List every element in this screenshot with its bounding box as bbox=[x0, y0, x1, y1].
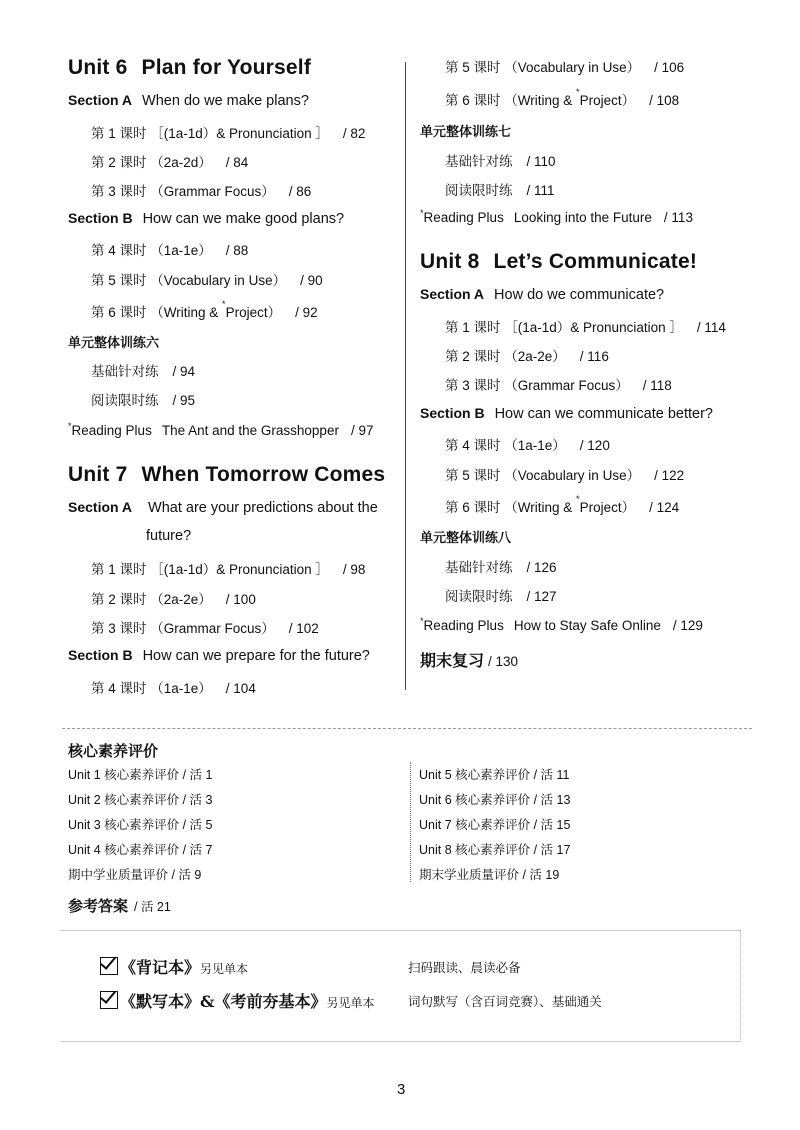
toc-entry[interactable] bbox=[91, 617, 319, 637]
toc-entry[interactable] bbox=[91, 151, 248, 171]
unit6-title bbox=[68, 56, 311, 80]
star-mark: * bbox=[576, 87, 580, 97]
toc-entry-page: / 90 bbox=[300, 273, 323, 288]
toc-entry-page: / 130 bbox=[488, 654, 519, 669]
evaluation-item[interactable]: Unit 8 核心素养评价 / 活 17 bbox=[419, 843, 571, 857]
unit6-section-b bbox=[68, 210, 344, 227]
toc-entry-page: / 84 bbox=[225, 155, 249, 170]
toc-entry[interactable] bbox=[445, 464, 684, 484]
toc-entry-label: 阅读限时练 bbox=[445, 589, 513, 604]
section-question: How do we communicate? bbox=[494, 287, 665, 303]
toc-entry-page: / 102 bbox=[288, 621, 319, 636]
unit7-practice-block: 单元整体训练七 bbox=[420, 124, 512, 139]
reading-plus-title: Looking into the Future bbox=[513, 210, 652, 225]
toc-entry-label: 第 5 课时 （Vocabulary in Use） bbox=[91, 273, 287, 288]
final-review-entry[interactable] bbox=[420, 648, 518, 671]
toc-entry[interactable] bbox=[445, 345, 609, 365]
unit6-reading-plus[interactable] bbox=[68, 423, 373, 438]
toc-entry[interactable] bbox=[445, 556, 557, 576]
toc-entry-label: 第 6 课时 （Writing & bbox=[91, 305, 219, 320]
toc-entry-label: 第 4 课时 （1a-1e） bbox=[91, 243, 212, 258]
toc-entry[interactable] bbox=[91, 180, 311, 200]
toc-entry-label: 第 6 课时 （Writing & bbox=[445, 93, 573, 108]
unit8-practice-block: 单元整体训练八 bbox=[420, 530, 512, 545]
unit7-section-b bbox=[68, 647, 370, 664]
supplement-book: 《背记本》 bbox=[120, 958, 201, 977]
supplement-box bbox=[60, 930, 741, 1042]
toc-entry-page: / 82 bbox=[342, 126, 366, 141]
toc-entry-page: / 122 bbox=[654, 468, 685, 483]
toc-entry[interactable] bbox=[91, 360, 195, 380]
toc-entry[interactable] bbox=[91, 677, 256, 697]
toc-entry-page: / 111 bbox=[526, 183, 555, 198]
toc-entry-label: 阅读限时练 bbox=[445, 183, 513, 198]
answers-entry[interactable] bbox=[68, 895, 171, 916]
section-question: How can we prepare for the future? bbox=[142, 648, 370, 664]
section-question: What are your predictions about the bbox=[148, 500, 378, 516]
toc-entry[interactable] bbox=[445, 585, 557, 605]
star-mark: * bbox=[420, 616, 424, 626]
toc-entry-label: Project） bbox=[579, 93, 636, 108]
unit6-practice-block: 单元整体训练六 bbox=[68, 335, 160, 350]
toc-entry-label: 第 3 课时 （Grammar Focus） bbox=[91, 184, 275, 199]
toc-entry-label: 第 1 课时 ［(1a-1d）& Pronunciation ］ bbox=[445, 320, 683, 335]
toc-entry[interactable] bbox=[91, 588, 256, 608]
section-label: Section B bbox=[68, 210, 133, 226]
section-label: Section B bbox=[68, 647, 133, 663]
evaluation-item[interactable]: 期中学业质量评价 / 活 9 bbox=[68, 868, 202, 882]
toc-entry-page: / 104 bbox=[225, 681, 256, 696]
unit7-title bbox=[68, 463, 385, 487]
toc-entry-page: / 97 bbox=[350, 423, 374, 438]
toc-entry[interactable] bbox=[91, 239, 248, 259]
toc-entry-label: 基础针对练 bbox=[445, 560, 513, 575]
toc-entry-page: / 120 bbox=[579, 438, 610, 453]
star-mark: * bbox=[68, 421, 72, 431]
toc-entry-label: 第 5 课时 （Vocabulary in Use） bbox=[445, 60, 641, 75]
toc-entry[interactable] bbox=[91, 269, 323, 289]
toc-entry-page: / 106 bbox=[654, 60, 685, 75]
toc-entry-page: / 126 bbox=[526, 560, 557, 575]
supplement-book: 《默写本》&《考前夯基本》 bbox=[120, 992, 327, 1011]
unit6-section-a bbox=[68, 92, 309, 109]
section-question: When do we make plans? bbox=[142, 93, 309, 109]
section-label: Section A bbox=[68, 499, 133, 515]
section-label: Section A bbox=[420, 286, 485, 302]
toc-entry-page: / 127 bbox=[526, 589, 557, 604]
toc-entry-page: / 92 bbox=[295, 305, 318, 320]
toc-entry-label: 第 3 课时 （Grammar Focus） bbox=[445, 378, 629, 393]
toc-entry[interactable] bbox=[445, 374, 672, 394]
toc-entry-page: / 100 bbox=[225, 592, 256, 607]
toc-entry-page: / 118 bbox=[642, 378, 672, 393]
toc-entry-page: / 124 bbox=[649, 500, 680, 515]
reading-plus-title: How to Stay Safe Online bbox=[513, 618, 661, 633]
toc-entry-label: 第 6 课时 （Writing & bbox=[445, 500, 573, 515]
checkbox-icon bbox=[100, 991, 118, 1009]
checkbox-icon bbox=[100, 957, 118, 975]
toc-entry-page: / 98 bbox=[342, 562, 366, 577]
unit8-section-b bbox=[420, 405, 713, 422]
section-question: How can we communicate better? bbox=[494, 406, 713, 422]
unit8-section-a bbox=[420, 286, 664, 303]
unit6-name: Plan for Yourself bbox=[141, 56, 312, 79]
toc-entry[interactable] bbox=[91, 558, 365, 578]
toc-entry-page: / 110 bbox=[526, 154, 556, 169]
toc-entry[interactable] bbox=[445, 316, 726, 336]
toc-entry-page: / 113 bbox=[663, 210, 693, 225]
toc-entry-page: / 129 bbox=[672, 618, 703, 633]
toc-entry[interactable] bbox=[91, 389, 195, 409]
column-divider bbox=[405, 62, 406, 690]
toc-entry[interactable] bbox=[91, 301, 318, 321]
toc-entry-label: 第 4 课时 （1a-1e） bbox=[445, 438, 566, 453]
reading-plus-label: Reading Plus bbox=[423, 210, 504, 225]
toc-entry-label: 第 4 课时 （1a-1e） bbox=[91, 681, 212, 696]
toc-entry-label: 阅读限时练 bbox=[91, 393, 159, 408]
unit8-title bbox=[420, 250, 697, 274]
toc-entry-label: 第 2 课时 （2a-2e） bbox=[91, 592, 212, 607]
toc-entry-label: 第 2 课时 （2a-2d） bbox=[91, 155, 212, 170]
toc-entry-label: 基础针对练 bbox=[445, 154, 513, 169]
supplement-note bbox=[100, 989, 374, 1012]
toc-entry-page: / 88 bbox=[225, 243, 249, 258]
answers-label: 参考答案 bbox=[68, 898, 129, 915]
unit8-name: Let’s Communicate! bbox=[493, 250, 698, 273]
evaluation-item[interactable]: Unit 4 核心素养评价 / 活 7 bbox=[68, 843, 213, 857]
unit8-number: Unit 8 bbox=[420, 250, 480, 273]
section-label: Section B bbox=[420, 405, 485, 421]
evaluation-item[interactable]: Unit 1 核心素养评价 / 活 1 bbox=[68, 768, 213, 782]
unit6-number: Unit 6 bbox=[68, 56, 128, 79]
toc-entry-label: 第 1 课时 ［(1a-1d）& Pronunciation ］ bbox=[91, 562, 329, 577]
evaluation-title: 核心素养评价 bbox=[68, 743, 159, 760]
toc-entry-label: Project） bbox=[579, 500, 636, 515]
unit7-name: When Tomorrow Comes bbox=[141, 463, 386, 486]
toc-entry-label: 第 2 课时 （2a-2e） bbox=[445, 349, 566, 364]
toc-entry[interactable] bbox=[445, 496, 679, 516]
toc-entry-label: 基础针对练 bbox=[91, 364, 159, 379]
evaluation-item[interactable]: 期末学业质量评价 / 活 19 bbox=[419, 868, 560, 882]
star-mark: * bbox=[222, 299, 226, 309]
toc-entry-page: / 116 bbox=[579, 349, 609, 364]
reading-plus-title: The Ant and the Grasshopper bbox=[161, 423, 339, 438]
toc-entry[interactable] bbox=[445, 89, 679, 109]
toc-entry-label: Project） bbox=[225, 305, 282, 320]
toc-entry[interactable] bbox=[445, 179, 555, 199]
reading-plus-label: Reading Plus bbox=[71, 423, 152, 438]
evaluation-divider bbox=[410, 762, 411, 882]
evaluation-item[interactable]: Unit 7 核心素养评价 / 活 15 bbox=[419, 818, 571, 832]
toc-entry-page: / 114 bbox=[696, 320, 726, 335]
section-label: Section A bbox=[68, 92, 133, 108]
evaluation-item[interactable]: Unit 5 核心素养评价 / 活 11 bbox=[419, 768, 570, 782]
page-number: 3 bbox=[397, 1081, 406, 1098]
toc-entry-page: / 94 bbox=[172, 364, 196, 379]
section-question: How can we make good plans? bbox=[142, 211, 345, 227]
star-mark: * bbox=[576, 494, 580, 504]
toc-entry-label: 第 3 课时 （Grammar Focus） bbox=[91, 621, 275, 636]
star-mark: * bbox=[420, 208, 424, 218]
unit7-reading-plus[interactable] bbox=[420, 210, 693, 225]
evaluation-item[interactable]: Unit 3 核心素养评价 / 活 5 bbox=[68, 818, 213, 832]
supplement-tag: 另见单本 bbox=[326, 996, 375, 1010]
toc-entry-page: / 95 bbox=[172, 393, 196, 408]
unit7-section-a bbox=[68, 499, 378, 516]
reading-plus-label: Reading Plus bbox=[423, 618, 504, 633]
evaluation-item[interactable]: Unit 6 核心素养评价 / 活 13 bbox=[419, 793, 571, 807]
toc-entry-page: / 86 bbox=[288, 184, 312, 199]
toc-entry-label: 第 5 课时 （Vocabulary in Use） bbox=[445, 468, 641, 483]
toc-entry-label: 第 1 课时 ［(1a-1d）& Pronunciation ］ bbox=[91, 126, 329, 141]
unit8-reading-plus[interactable] bbox=[420, 618, 703, 633]
toc-entry[interactable] bbox=[445, 56, 684, 76]
unit7-number: Unit 7 bbox=[68, 463, 128, 486]
evaluation-item[interactable]: Unit 2 核心素养评价 / 活 3 bbox=[68, 793, 213, 807]
toc-entry[interactable] bbox=[445, 434, 610, 454]
supplement-description: 扫码跟读、晨读必备 bbox=[408, 960, 521, 975]
supplement-tag: 另见单本 bbox=[200, 962, 249, 976]
section-question-continued: future? bbox=[146, 528, 192, 544]
toc-entry-page: / 活 21 bbox=[134, 900, 171, 914]
supplement-description: 词句默写（含百词竞赛）、基础通关 bbox=[408, 994, 602, 1009]
supplement-note bbox=[100, 955, 248, 978]
toc-entry[interactable] bbox=[445, 150, 556, 170]
toc-entry[interactable] bbox=[91, 122, 365, 142]
section-divider bbox=[62, 728, 752, 729]
toc-entry-page: / 108 bbox=[649, 93, 680, 108]
final-review-label: 期末复习 bbox=[420, 653, 485, 670]
